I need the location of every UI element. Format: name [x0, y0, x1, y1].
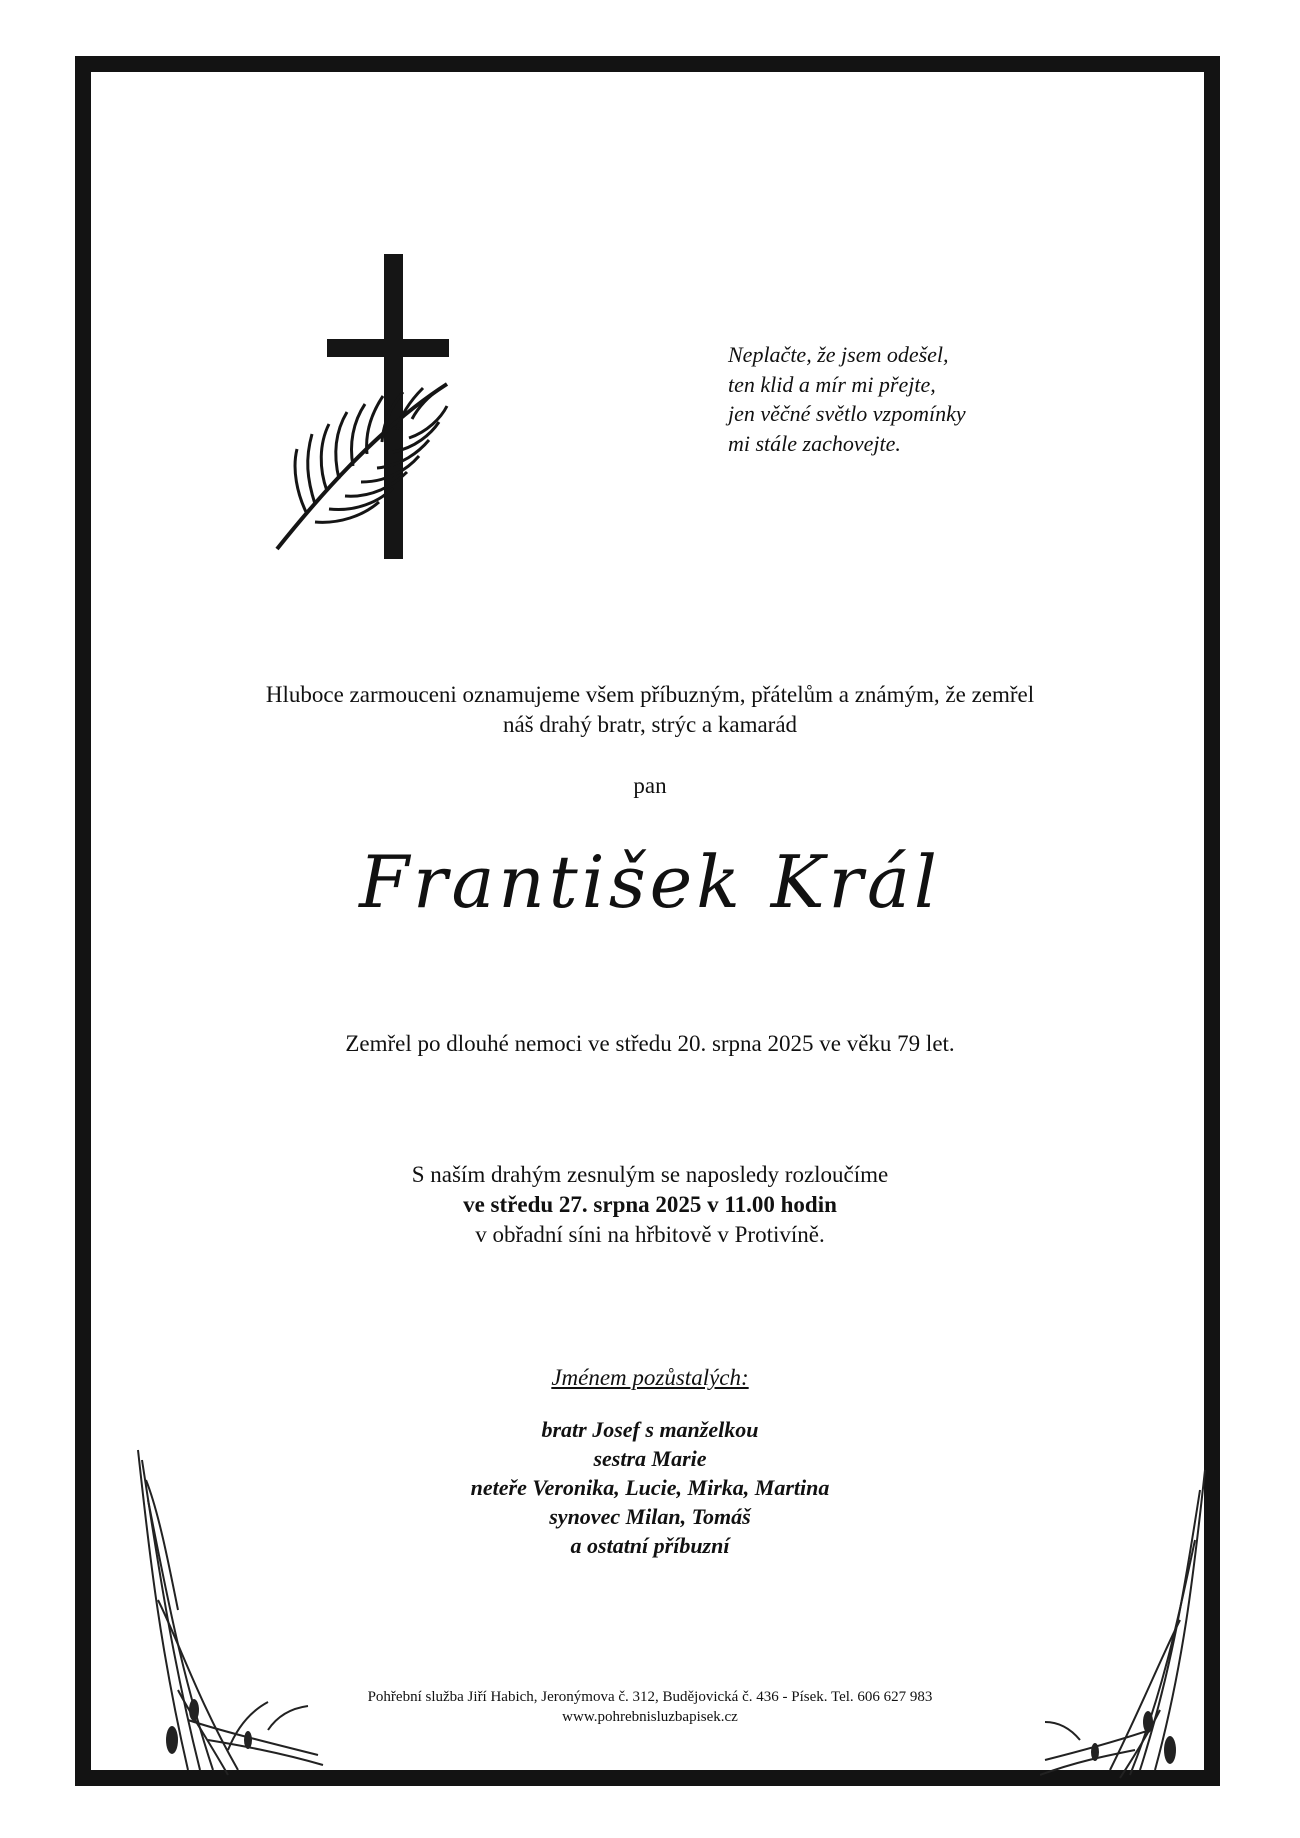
- announcement-line: Hluboce zarmouceni oznamujeme všem příbuzným, přátelům a známým, že zemřel: [265, 682, 1035, 707]
- death-info: Zemřel po dlouhé nemoci ve středu 20. srpna 2025 ve věku 79 let.: [345, 1031, 955, 1056]
- footer-website: www.pohrebnisluzbapisek.cz: [562, 1709, 738, 1725]
- honorific-title: pan: [633, 773, 667, 798]
- poem-line: ten klid a mír mi přejte,: [728, 371, 936, 397]
- funeral-line: S naším drahým zesnulým se naposledy rozloučíme: [411, 1162, 889, 1187]
- signatory: bratr Josef s manželkou: [541, 1417, 759, 1442]
- announcement-line: náš drahý bratr, strýc a kamarád: [502, 712, 798, 737]
- memorial-poem: [728, 340, 966, 458]
- signatory: synovec Milan, Tomáš: [549, 1504, 751, 1529]
- funeral-date-time: ve středu 27. srpna 2025 v 11.00 hodin: [463, 1192, 837, 1217]
- poem-line: jen věčné světlo vzpomínky: [728, 401, 966, 426]
- poem-line: mi stále zachovejte.: [728, 430, 901, 456]
- funeral-details: [0, 1160, 1300, 1250]
- signatories-title: Jménem pozůstalých:: [551, 1365, 749, 1390]
- funeral-location: v obřadní síni na hřbitově v Protivíně.: [475, 1222, 825, 1247]
- grass-ornament-icon: [128, 1440, 328, 1780]
- funeral-service-footer: [0, 1687, 1300, 1727]
- footer-contact: Pohřební služba Jiří Habich, Jeronýmova č. 312, Budějovická č. 436 - Písek. Tel. 606 627 983: [367, 1689, 933, 1705]
- announcement-text: [0, 680, 1300, 740]
- grass-ornament-icon: [1040, 1460, 1215, 1780]
- cross-with-palm-branch-icon: [267, 254, 457, 574]
- signatory: sestra Marie: [593, 1446, 707, 1471]
- deceased-name: František Král: [359, 840, 941, 924]
- signatory: neteře Veronika, Lucie, Mirka, Martina: [470, 1475, 830, 1500]
- poem-line: Neplačte, že jsem odešel,: [728, 342, 949, 367]
- signatory: a ostatní příbuzní: [570, 1533, 730, 1558]
